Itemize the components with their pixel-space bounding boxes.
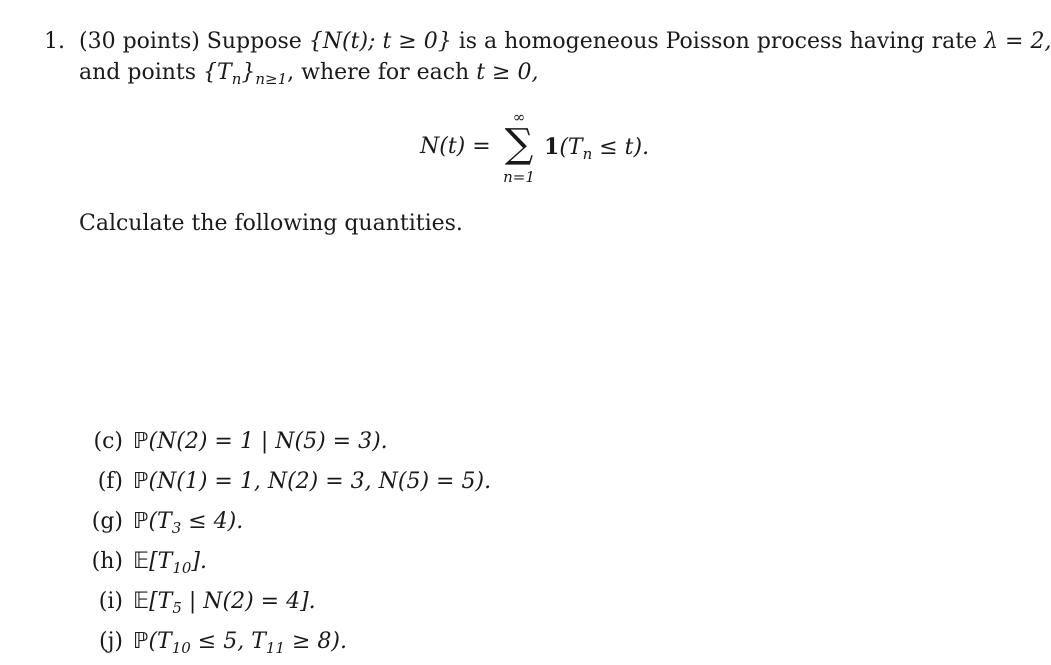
equation-rhs: $1(T_n \le t)$. [544, 134, 650, 163]
part-label: (g) [91, 509, 123, 534]
part-label: (c) [93, 429, 123, 454]
problem-number: 1. [44, 29, 65, 54]
part-expression: ($T_{10} \le 5$, $T_{11} \ge 8$). [148, 629, 347, 657]
part-label: (f) [97, 469, 123, 494]
sum-lower-limit: n=1 [503, 168, 535, 186]
part-h [79, 548, 207, 582]
part-label: (h) [91, 549, 123, 574]
problem-statement-line-1 [79, 28, 1051, 56]
probability-symbol: ℙ [133, 509, 149, 534]
display-equation [0, 108, 1024, 198]
sum-upper-limit: ∞ [512, 108, 526, 126]
part-g [79, 508, 243, 542]
sum-symbol: ∑ [504, 121, 534, 167]
part-label: (j) [99, 629, 123, 654]
problem-statement-line-2 [79, 59, 538, 93]
instruction-text: Calculate the following quantities. [79, 211, 463, 236]
summation [497, 108, 541, 196]
part-j [79, 628, 347, 662]
part-f [79, 468, 491, 496]
statement-text-3: , where for each [287, 60, 470, 85]
statement-text-2: and points [79, 60, 197, 85]
time-condition: t ≥ 0, [476, 60, 539, 85]
process-set: {N(t); t ≥ 0} [308, 29, 452, 54]
equation-lhs: N(t) = [420, 134, 491, 159]
points-text: (30 points) Suppose [79, 29, 302, 54]
probability-symbol: ℙ [133, 629, 149, 654]
probability-symbol: ℙ [133, 429, 149, 454]
part-c [79, 428, 388, 456]
part-expression: [$T_5$ | N(2) = 4]. [149, 589, 316, 617]
part-expression: (N(1) = 1, N(2) = 3, N(5) = 5). [148, 469, 492, 494]
statement-text: is a homogeneous Poisson process having rate [458, 29, 978, 54]
indicator-symbol: 1 [544, 134, 560, 160]
probability-symbol: ℙ [133, 469, 149, 494]
rate-value: λ = 2, [984, 29, 1051, 54]
part-expression: $[T_{10}]$. [149, 549, 207, 577]
points-set: $\{T_n\}_{n\ge 1}$ [203, 60, 288, 88]
part-expression: $(T_3 \le 4)$. [148, 509, 244, 537]
part-label: (i) [98, 589, 123, 614]
part-expression: (N(2) = 1 | N(5) = 3). [148, 429, 388, 454]
expectation-symbol: 𝔼 [133, 589, 150, 614]
expectation-symbol: 𝔼 [133, 549, 150, 574]
part-i [79, 588, 316, 622]
